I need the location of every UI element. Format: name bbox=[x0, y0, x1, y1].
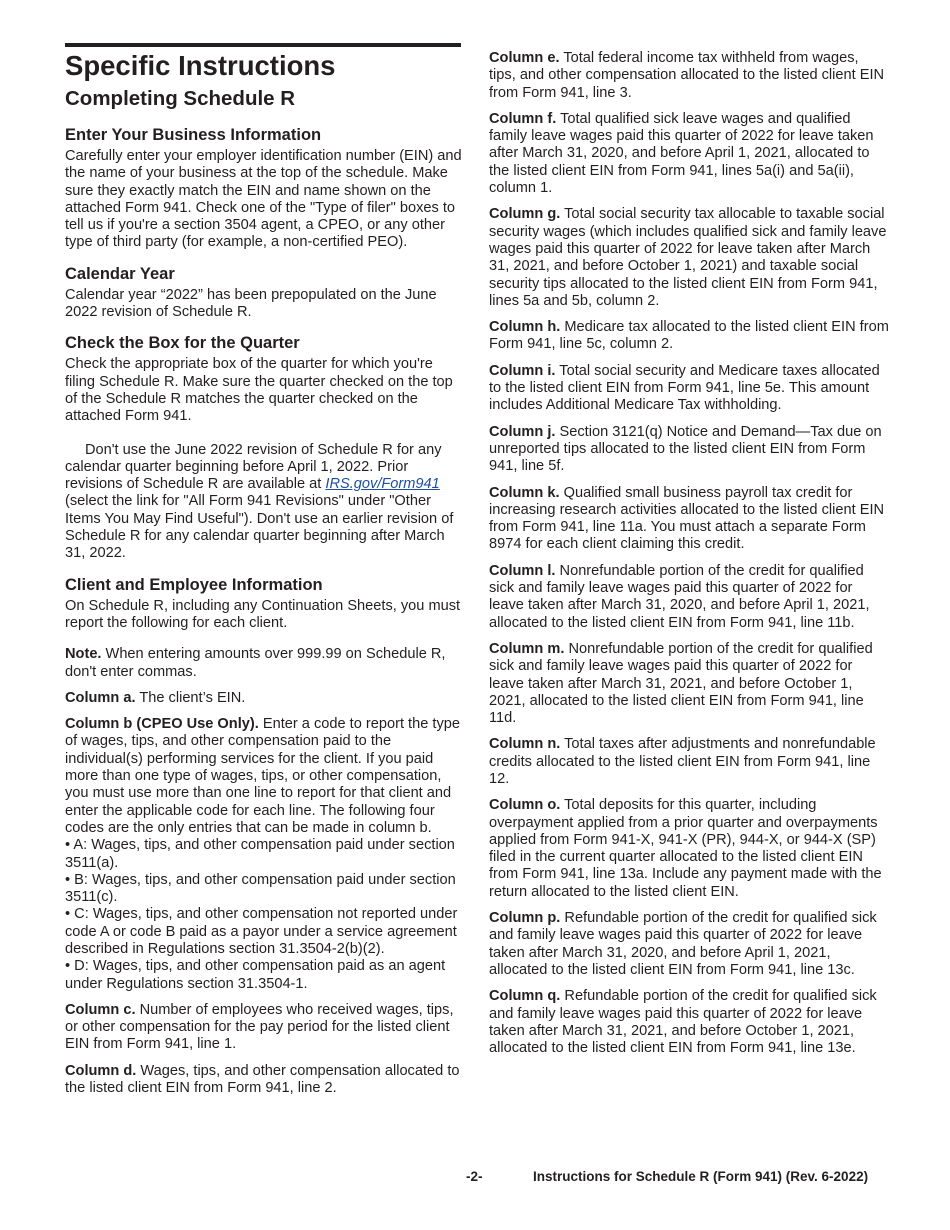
irs-form941-link[interactable]: IRS.gov/Form941 bbox=[325, 476, 440, 493]
column-g-item bbox=[489, 206, 889, 310]
column-label: Column q. bbox=[489, 988, 561, 1005]
column-label: Column a. bbox=[65, 689, 136, 706]
column-p-item bbox=[489, 910, 889, 979]
heading-rule bbox=[65, 43, 461, 47]
code-text: C: Wages, tips, and other compensation not reported under code A or code B paid as a payor under a service agreement described in Regulations section 31.3504-2(b)(2). bbox=[65, 906, 458, 957]
column-j-item bbox=[489, 424, 889, 476]
note-paragraph bbox=[65, 646, 465, 681]
column-label: Column e. bbox=[489, 50, 560, 66]
column-text: Section 3121(q) Notice and Demand—Tax due on unreported tips allocated to the listed client EIN from Form 941, line 5f. bbox=[489, 423, 882, 475]
code-text: B: Wages, tips, and other compensation paid under section 3511(c). bbox=[65, 871, 456, 906]
column-label: Column j. bbox=[489, 423, 556, 440]
column-text: Medicare tax allocated to the listed client EIN from Form 941, line 5c, column 2. bbox=[489, 319, 889, 353]
column-label: Column o. bbox=[489, 797, 561, 814]
column-i-item bbox=[489, 363, 889, 415]
column-d-item bbox=[65, 1063, 465, 1098]
code-a-item: • A: Wages, tips, and other compensation paid under section 3511(a). bbox=[65, 837, 455, 871]
column-c-item bbox=[65, 1002, 465, 1054]
page-subtitle: Completing Schedule R bbox=[65, 87, 296, 110]
right-column bbox=[489, 50, 889, 1066]
revision-text-start: Don't use the June 2022 revision of Schedule R for any calendar quarter beginning before April 1, 2022. Prior revisions of Schedule R are available at bbox=[65, 441, 442, 493]
calendar-heading: Calendar Year bbox=[65, 264, 175, 283]
column-l-item bbox=[489, 563, 889, 632]
column-k-item bbox=[489, 485, 889, 554]
column-label: Column k. bbox=[489, 484, 560, 501]
column-text: Total taxes after adjustments and nonrefundable credits allocated to the listed client EIN from Form 941, line 12. bbox=[489, 736, 876, 787]
column-text: Number of employees who received wages, tips, or other compensation for the pay period for the listed client EIN from Form 941, line 1. bbox=[65, 1001, 454, 1053]
column-text: Refundable portion of the credit for qualified sick and family leave wages paid this quarter of 2022 for leave taken after March 31, 2021, and before October 1, 2021, allocated to the listed client EIN from Form 941, line 13e. bbox=[489, 988, 877, 1057]
column-label: Column i. bbox=[489, 362, 556, 379]
page-number: -2- bbox=[466, 1169, 483, 1184]
client-heading: Client and Employee Information bbox=[65, 575, 323, 594]
column-b-item bbox=[65, 716, 465, 837]
column-o-item bbox=[489, 797, 889, 901]
note-label: Note. bbox=[65, 646, 102, 663]
column-text: Total social security tax allocable to taxable social security wages (which includes qualified sick and family leave wages paid this quarter of 2022 for leave taken after March 31, 2021, and before October 1, 2021) and taxable social security tips allocated to the listed client EIN from Form 941, lines 5a and 5b, column 2. bbox=[489, 206, 887, 309]
client-section bbox=[65, 575, 465, 1098]
column-label: Column b (CPEO Use Only). bbox=[65, 716, 259, 733]
column-text: Enter a code to report the type of wages, tips, and other compensation paid to the individual(s) performing services for the client. If you paid more than one type of wages, tips, or other compensation, you must use more than one line to report for that client and enter the applicable code for each line. The following four codes are the only entries that can be made in column b. bbox=[65, 716, 460, 836]
calendar-text: Calendar year “2022” has been prepopulated on the June 2022 revision of Schedule R. bbox=[65, 286, 437, 321]
column-text: Total qualified sick leave wages and qualified family leave wages paid this quarter of 2022 for leave taken after March 31, 2020, and before April 1, 2021, allocated to the listed client EIN from Form 941, lines 5a(i) and 5a(ii), column 1. bbox=[489, 110, 874, 197]
column-text: Total social security and Medicare taxes allocated to the listed client EIN from Form 941, line 5e. This amount includes Additional Medicare Tax withholding. bbox=[489, 362, 880, 414]
calendar-section bbox=[65, 264, 465, 322]
column-label: Column f. bbox=[489, 110, 557, 127]
code-c-item: • C: Wages, tips, and other compensation not reported under code A or code B paid as a payor under a service agreement described in Regulations section 31.3504-2(b)(2). bbox=[65, 906, 458, 957]
column-text: The client’s EIN. bbox=[135, 689, 246, 706]
column-text: Wages, tips, and other compensation allocated to the listed client EIN from Form 941, line 2. bbox=[65, 1062, 460, 1097]
page-title: Specific Instructions bbox=[65, 50, 336, 81]
column-n-item bbox=[489, 736, 889, 788]
column-label: Column m. bbox=[489, 640, 565, 657]
quarter-section bbox=[65, 333, 465, 562]
code-b-item: • B: Wages, tips, and other compensation paid under section 3511(c). bbox=[65, 871, 456, 906]
column-text: Nonrefundable portion of the credit for qualified sick and family leave wages paid this quarter of 2022 for leave taken after March 31, 2021, and before October 1, 2021, allocated to the listed client EIN from Form 941, line 11d. bbox=[489, 640, 873, 727]
quarter-text: Check the appropriate box of the quarter for which you're filing Schedule R. Make sure the quarter checked on the top of the Schedule R matches the quarter checked on the attached Form 941. bbox=[65, 356, 453, 425]
column-label: Column g. bbox=[489, 206, 561, 223]
code-text: D: Wages, tips, and other compensation paid as an agent under Regulations section 31.3504-1. bbox=[65, 958, 446, 992]
column-label: Column l. bbox=[489, 562, 556, 579]
business-heading: Enter Your Business Information bbox=[65, 126, 322, 144]
client-text: On Schedule R, including any Continuation Sheets, you must report the following for each client. bbox=[65, 597, 461, 631]
quarter-heading: Check the Box for the Quarter bbox=[65, 334, 300, 353]
column-label: Column p. bbox=[489, 910, 561, 927]
column-label: Column n. bbox=[489, 736, 561, 753]
revision-text-end: (select the link for "All Form 941 Revisions" under "Other Items You May Find Useful"). Don't use an earlier revision of Schedule R for any calendar quarter beginning after March 31, 2022. bbox=[65, 493, 454, 562]
note-text: When entering amounts over 999.99 on Schedule R, don't enter commas. bbox=[65, 646, 446, 680]
column-label: Column c. bbox=[65, 1001, 136, 1018]
column-text: Total federal income tax withheld from wages, tips, and other compensation allocated to the listed client EIN from Form 941, line 3. bbox=[489, 50, 885, 101]
column-label: Column h. bbox=[489, 319, 561, 336]
revision-paragraph bbox=[65, 442, 465, 563]
business-section bbox=[65, 125, 465, 252]
code-d-item: • D: Wages, tips, and other compensation paid as an agent under Regulations section 31.3504-1. bbox=[65, 958, 446, 992]
column-f-item bbox=[489, 111, 889, 197]
business-text: Carefully enter your employer identification number (EIN) and the name of your business at the top of the schedule. Make sure they exactly match the EIN and name shown on the attached Form 941. Check one of the "Type of filer" boxes to tell us if you're a section 3504 agent, a CPEO, or any other type of third party (for example, a non-certified PEO). bbox=[65, 148, 462, 251]
column-text: Total deposits for this quarter, including overpayment applied from a prior quarter and overpayments applied from Form 941-X, 941-X (PR), 944-X, or 944-X (SP) filed in the current quarter allocated to the listed client EIN from Form 941, line 13a. Include any payment made with the return allocated to the listed client EIN. bbox=[489, 797, 882, 900]
left-column bbox=[65, 50, 465, 1097]
column-a-item bbox=[65, 690, 465, 707]
column-text: Qualified small business payroll tax credit for increasing research activities allocated to the listed client EIN from Form 941, line 11a. You must attach a separate Form 8974 for each client claiming this credit. bbox=[489, 484, 885, 553]
column-text: Nonrefundable portion of the credit for qualified sick and family leave wages paid this quarter of 2022 for leave taken after March 31, 2020, and before April 1, 2021, allocated to the listed client EIN from Form 941, line 11b. bbox=[489, 562, 870, 631]
column-h-item bbox=[489, 319, 889, 354]
code-text: A: Wages, tips, and other compensation paid under section 3511(a). bbox=[65, 837, 455, 871]
footer-title: Instructions for Schedule R (Form 941) (Rev. 6-2022) bbox=[533, 1169, 869, 1184]
column-label: Column d. bbox=[65, 1062, 137, 1079]
column-text: Refundable portion of the credit for qualified sick and family leave wages paid this quarter of 2022 for leave taken after March 31, 2020, and before April 1, 2021, allocated to the listed client EIN from Form 941, line 13c. bbox=[489, 910, 877, 978]
column-m-item bbox=[489, 641, 889, 727]
column-e-item bbox=[489, 50, 889, 102]
column-q-item bbox=[489, 988, 889, 1057]
